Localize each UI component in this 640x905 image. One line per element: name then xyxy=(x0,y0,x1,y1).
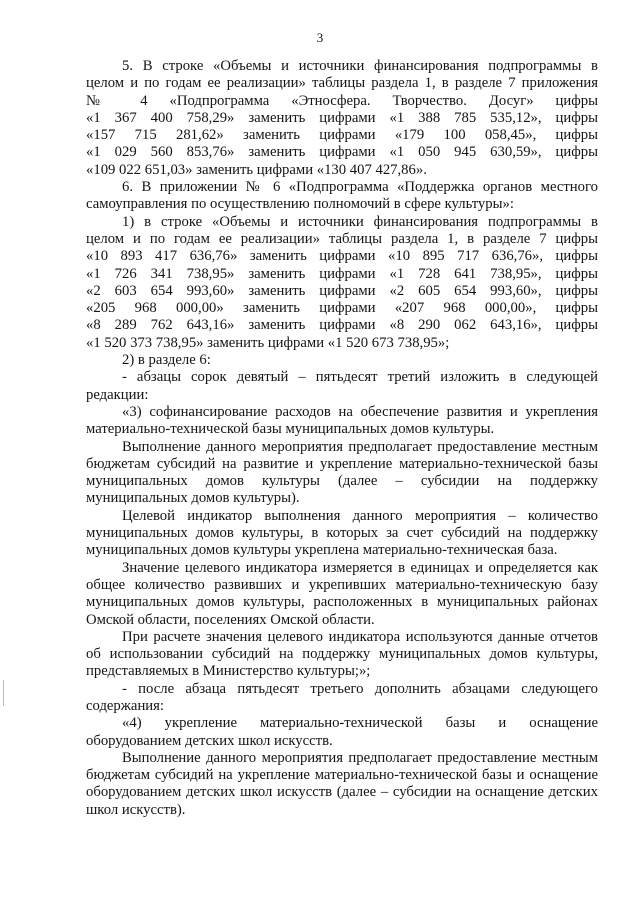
line-35: об использовании субсидий на поддержку муниципальных домов культуры, xyxy=(86,646,598,663)
line-15: «205 968 000,00» заменить цифрами «207 968 000,00», цифры xyxy=(86,300,598,317)
line-19: - абзацы сорок девятый – пятьдесят третий изложить в следующей xyxy=(122,369,598,386)
line-18: 2) в разделе 6: xyxy=(122,352,211,369)
line-16: «8 289 762 643,16» заменить цифрами «8 290 062 643,16», цифры xyxy=(86,317,598,334)
line-29: муниципальных домов культуры укреплена материально-техническая база. xyxy=(86,542,558,559)
line-22: материально-технической базы муниципальных домов культуры. xyxy=(86,421,495,438)
page-number: 3 xyxy=(316,30,324,45)
line-5: «157 715 281,62» заменить цифрами «179 100 058,45», цифры xyxy=(86,127,598,144)
line-44: школ искусств). xyxy=(86,801,186,818)
line-17: «1 520 373 738,95» заменить цифрами «1 520 673 738,95»; xyxy=(86,334,450,351)
line-36: представляемых в Министерство культуры;»; xyxy=(86,663,371,680)
line-3: № 4 «Подпрограмма «Этносфера. Творчество. Досуг» цифры xyxy=(86,92,598,109)
line-32: муниципальных домов культуры, расположенных в муниципальных районах xyxy=(86,594,598,611)
line-21: «3) софинансирование расходов на обеспечение развития и укрепления xyxy=(122,403,598,420)
line-31: общее количество развивших и укрепивших материально-техническую базу xyxy=(86,576,598,593)
line-1: 5. В строке «Объемы и источники финансирования подпрограммы в xyxy=(122,58,598,74)
line-9: самоуправления по осуществлению полномочий в сфере культуры»: xyxy=(86,196,514,213)
document-body xyxy=(86,58,598,819)
line-24: бюджетам субсидий на развитие и укрепление материально-технической базы xyxy=(86,455,598,472)
line-10: 1) в строке «Объемы и источники финансирования подпрограммы в xyxy=(122,213,598,230)
line-34: При расчете значения целевого индикатора используются данные отчетов xyxy=(122,628,598,645)
line-14: «2 603 654 993,60» заменить цифрами «2 605 654 993,60», цифры xyxy=(86,282,598,299)
line-23: Выполнение данного мероприятия предполагает предоставление местным xyxy=(122,438,598,455)
line-20: редакции: xyxy=(86,386,149,403)
line-37: - после абзаца пятьдесят третьего дополнить абзацами следующего xyxy=(122,680,598,697)
line-12: «10 893 417 636,76» заменить цифрами «10 895 717 636,76», цифры xyxy=(86,248,598,265)
line-30: Значение целевого индикатора измеряется в единицах и определяется как xyxy=(122,559,598,576)
line-7: «109 022 651,03» заменить цифрами «130 407 427,86». xyxy=(86,161,427,178)
line-26: муниципальных домов культуры). xyxy=(86,490,300,507)
line-11: целом и по годам ее реализации» таблицы раздела 1, в разделе 7 цифры xyxy=(86,230,598,247)
line-39: «4) укрепление материально-технической базы и оснащение xyxy=(122,715,598,732)
line-13: «1 726 341 738,95» заменить цифрами «1 728 641 738,95», цифры xyxy=(86,265,598,282)
line-42: бюджетам субсидий на укрепление материально-технической базы и оснащение xyxy=(86,767,598,784)
line-25: муниципальных домов культуры (далее – субсидии на поддержку xyxy=(86,473,598,490)
line-27: Целевой индикатор выполнения данного мероприятия – количество xyxy=(122,507,598,524)
scan-margin-mark xyxy=(3,680,4,706)
line-6: «1 029 560 853,76» заменить цифрами «1 050 945 630,59», цифры xyxy=(86,144,598,161)
line-2: целом и по годам ее реализации» таблицы раздела 1, в разделе 7 приложения xyxy=(86,75,598,92)
line-4: «1 367 400 758,29» заменить цифрами «1 388 785 535,12», цифры xyxy=(86,109,598,126)
line-38: содержания: xyxy=(86,697,164,714)
line-33: Омской области, поселениях Омской области. xyxy=(86,611,375,628)
line-40: оборудованием детских школ искусств. xyxy=(86,732,333,749)
line-8: 6. В приложении № 6 «Подпрограмма «Поддержка органов местного xyxy=(122,179,598,196)
line-41: Выполнение данного мероприятия предполагает предоставление местным xyxy=(122,749,598,766)
line-28: муниципальных домов культуры, в которых за счет субсидий на поддержку xyxy=(86,525,598,542)
line-43: оборудованием детских школ искусств (далее – субсидии на оснащение детских xyxy=(86,784,598,801)
